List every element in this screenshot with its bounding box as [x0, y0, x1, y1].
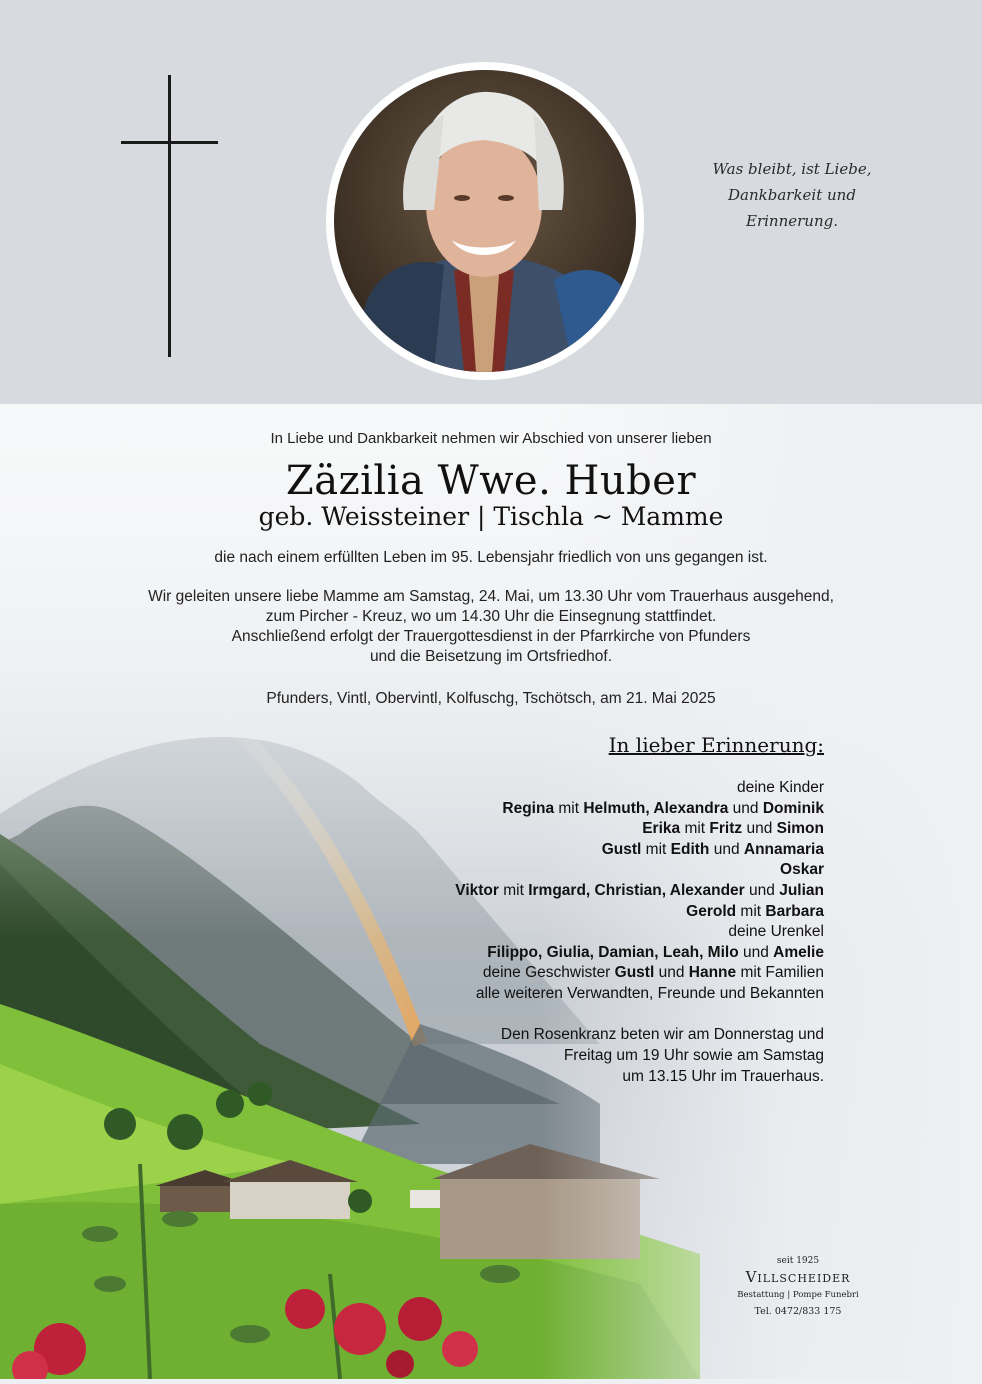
mourner-name: Julian — [779, 881, 824, 899]
mourner-line — [304, 902, 824, 923]
mourner-name: Gustl — [614, 964, 655, 982]
mourner-name: Simon — [776, 820, 824, 838]
mourner-line — [304, 984, 824, 1005]
funeral-line-1: Wir geleiten unsere liebe Mamme am Samstag, 24. Mai, um 13.30 Uhr vom Trauerhaus ausgehend, — [148, 588, 834, 605]
place-date: Pfunders, Vintl, Obervintl, Kolfuschg, Tschötsch, am 21. Mai 2025 — [266, 690, 716, 707]
mourner-name: Amelie — [773, 943, 824, 961]
mourner-name: Filippo, Giulia, Damian, Leah, Milo — [487, 943, 739, 961]
mourner-name: Erika — [642, 820, 681, 838]
mourner-text: mit — [641, 840, 671, 858]
portrait-photo — [334, 70, 636, 372]
mourner-text: alle weiteren Verwandten, Freunde und Bekannten — [475, 984, 824, 1002]
mourner-line — [304, 860, 824, 881]
life-statement: die nach einem erfüllten Leben im 95. Lebensjahr friedlich von uns gegangen ist. — [214, 549, 768, 566]
rosary-notice — [404, 1024, 824, 1087]
memorial-title: In lieber Erinnerung: — [608, 733, 824, 757]
mourner-line — [304, 819, 824, 840]
funeral-line-4: und die Beisetzung im Ortsfriedhof. — [369, 648, 613, 665]
mourner-text: mit — [554, 799, 584, 817]
logo-sub: Bestattung | Pompe Funebri — [737, 1290, 859, 1300]
rosary-line-2: Freitag um 19 Uhr sowie am Samstag — [563, 1047, 824, 1064]
mourner-name: Gerold — [686, 902, 737, 920]
mourner-line — [304, 922, 824, 943]
mourner-name: Regina — [502, 799, 555, 817]
mourner-name: Helmuth, Alexandra — [583, 799, 729, 817]
deceased-subname: geb. Weissteiner | Tischla ~ Mamme — [258, 502, 724, 531]
mourner-text: mit — [680, 820, 710, 838]
mourner-text: und — [742, 820, 777, 838]
mourner-text: und — [709, 840, 744, 858]
mourner-text: deine Geschwister — [482, 964, 615, 982]
funeral-home-logo — [722, 1256, 874, 1317]
logo-tel: Tel. 0472/833 175 — [754, 1306, 842, 1317]
memorial-quote: Was bleibt, ist Liebe, Dankbarkeit und Erinnerung. — [712, 160, 872, 230]
intro-line: In Liebe und Dankbarkeit nehmen wir Abschied von unserer lieben — [270, 430, 712, 447]
mourner-text: und — [738, 943, 774, 961]
mourner-text: mit — [498, 881, 529, 899]
mourner-name: Annamaria — [743, 840, 824, 858]
mourner-text: und — [744, 881, 780, 899]
mourner-name: Oskar — [780, 861, 824, 879]
mourner-name: Hanne — [688, 964, 737, 982]
logo-brand: Villscheider — [745, 1268, 851, 1286]
mourner-text: deine Urenkel — [728, 923, 824, 941]
mourner-name: Irmgard, Christian, Alexander — [528, 881, 745, 899]
mourner-line — [304, 840, 824, 861]
mourner-name: Barbara — [765, 902, 824, 920]
rosary-line-1: Den Rosenkranz beten wir am Donnerstag und — [500, 1026, 824, 1043]
mourner-name: Dominik — [762, 799, 824, 817]
mourner-line — [304, 799, 824, 820]
funeral-line-2: zum Pircher - Kreuz, wo um 14.30 Uhr die Einsegnung stattfindet. — [265, 608, 717, 625]
mourners-list — [304, 778, 824, 1005]
mourner-text: und — [728, 799, 763, 817]
logo-since: seit 1925 — [776, 1256, 820, 1266]
mourner-name: Fritz — [709, 820, 743, 838]
mourner-text: mit — [736, 902, 766, 920]
mourner-line — [304, 963, 824, 984]
mourner-text: und — [654, 964, 689, 982]
mourner-name: Viktor — [455, 881, 499, 899]
mourner-line — [304, 881, 824, 902]
mourner-text: deine Kinder — [736, 779, 824, 796]
mourner-line — [304, 943, 824, 964]
mourner-name: Edith — [670, 840, 710, 858]
deceased-name: Zäzilia Wwe. Huber — [285, 458, 697, 504]
mourner-name: Gustl — [601, 840, 642, 858]
rosary-line-3: um 13.15 Uhr im Trauerhaus. — [622, 1068, 824, 1085]
mourner-text: mit Familien — [736, 964, 824, 982]
mourner-line — [304, 778, 824, 799]
funeral-line-3: Anschließend erfolgt der Trauergottesdienst in der Pfarrkirche von Pfunders — [231, 628, 751, 645]
